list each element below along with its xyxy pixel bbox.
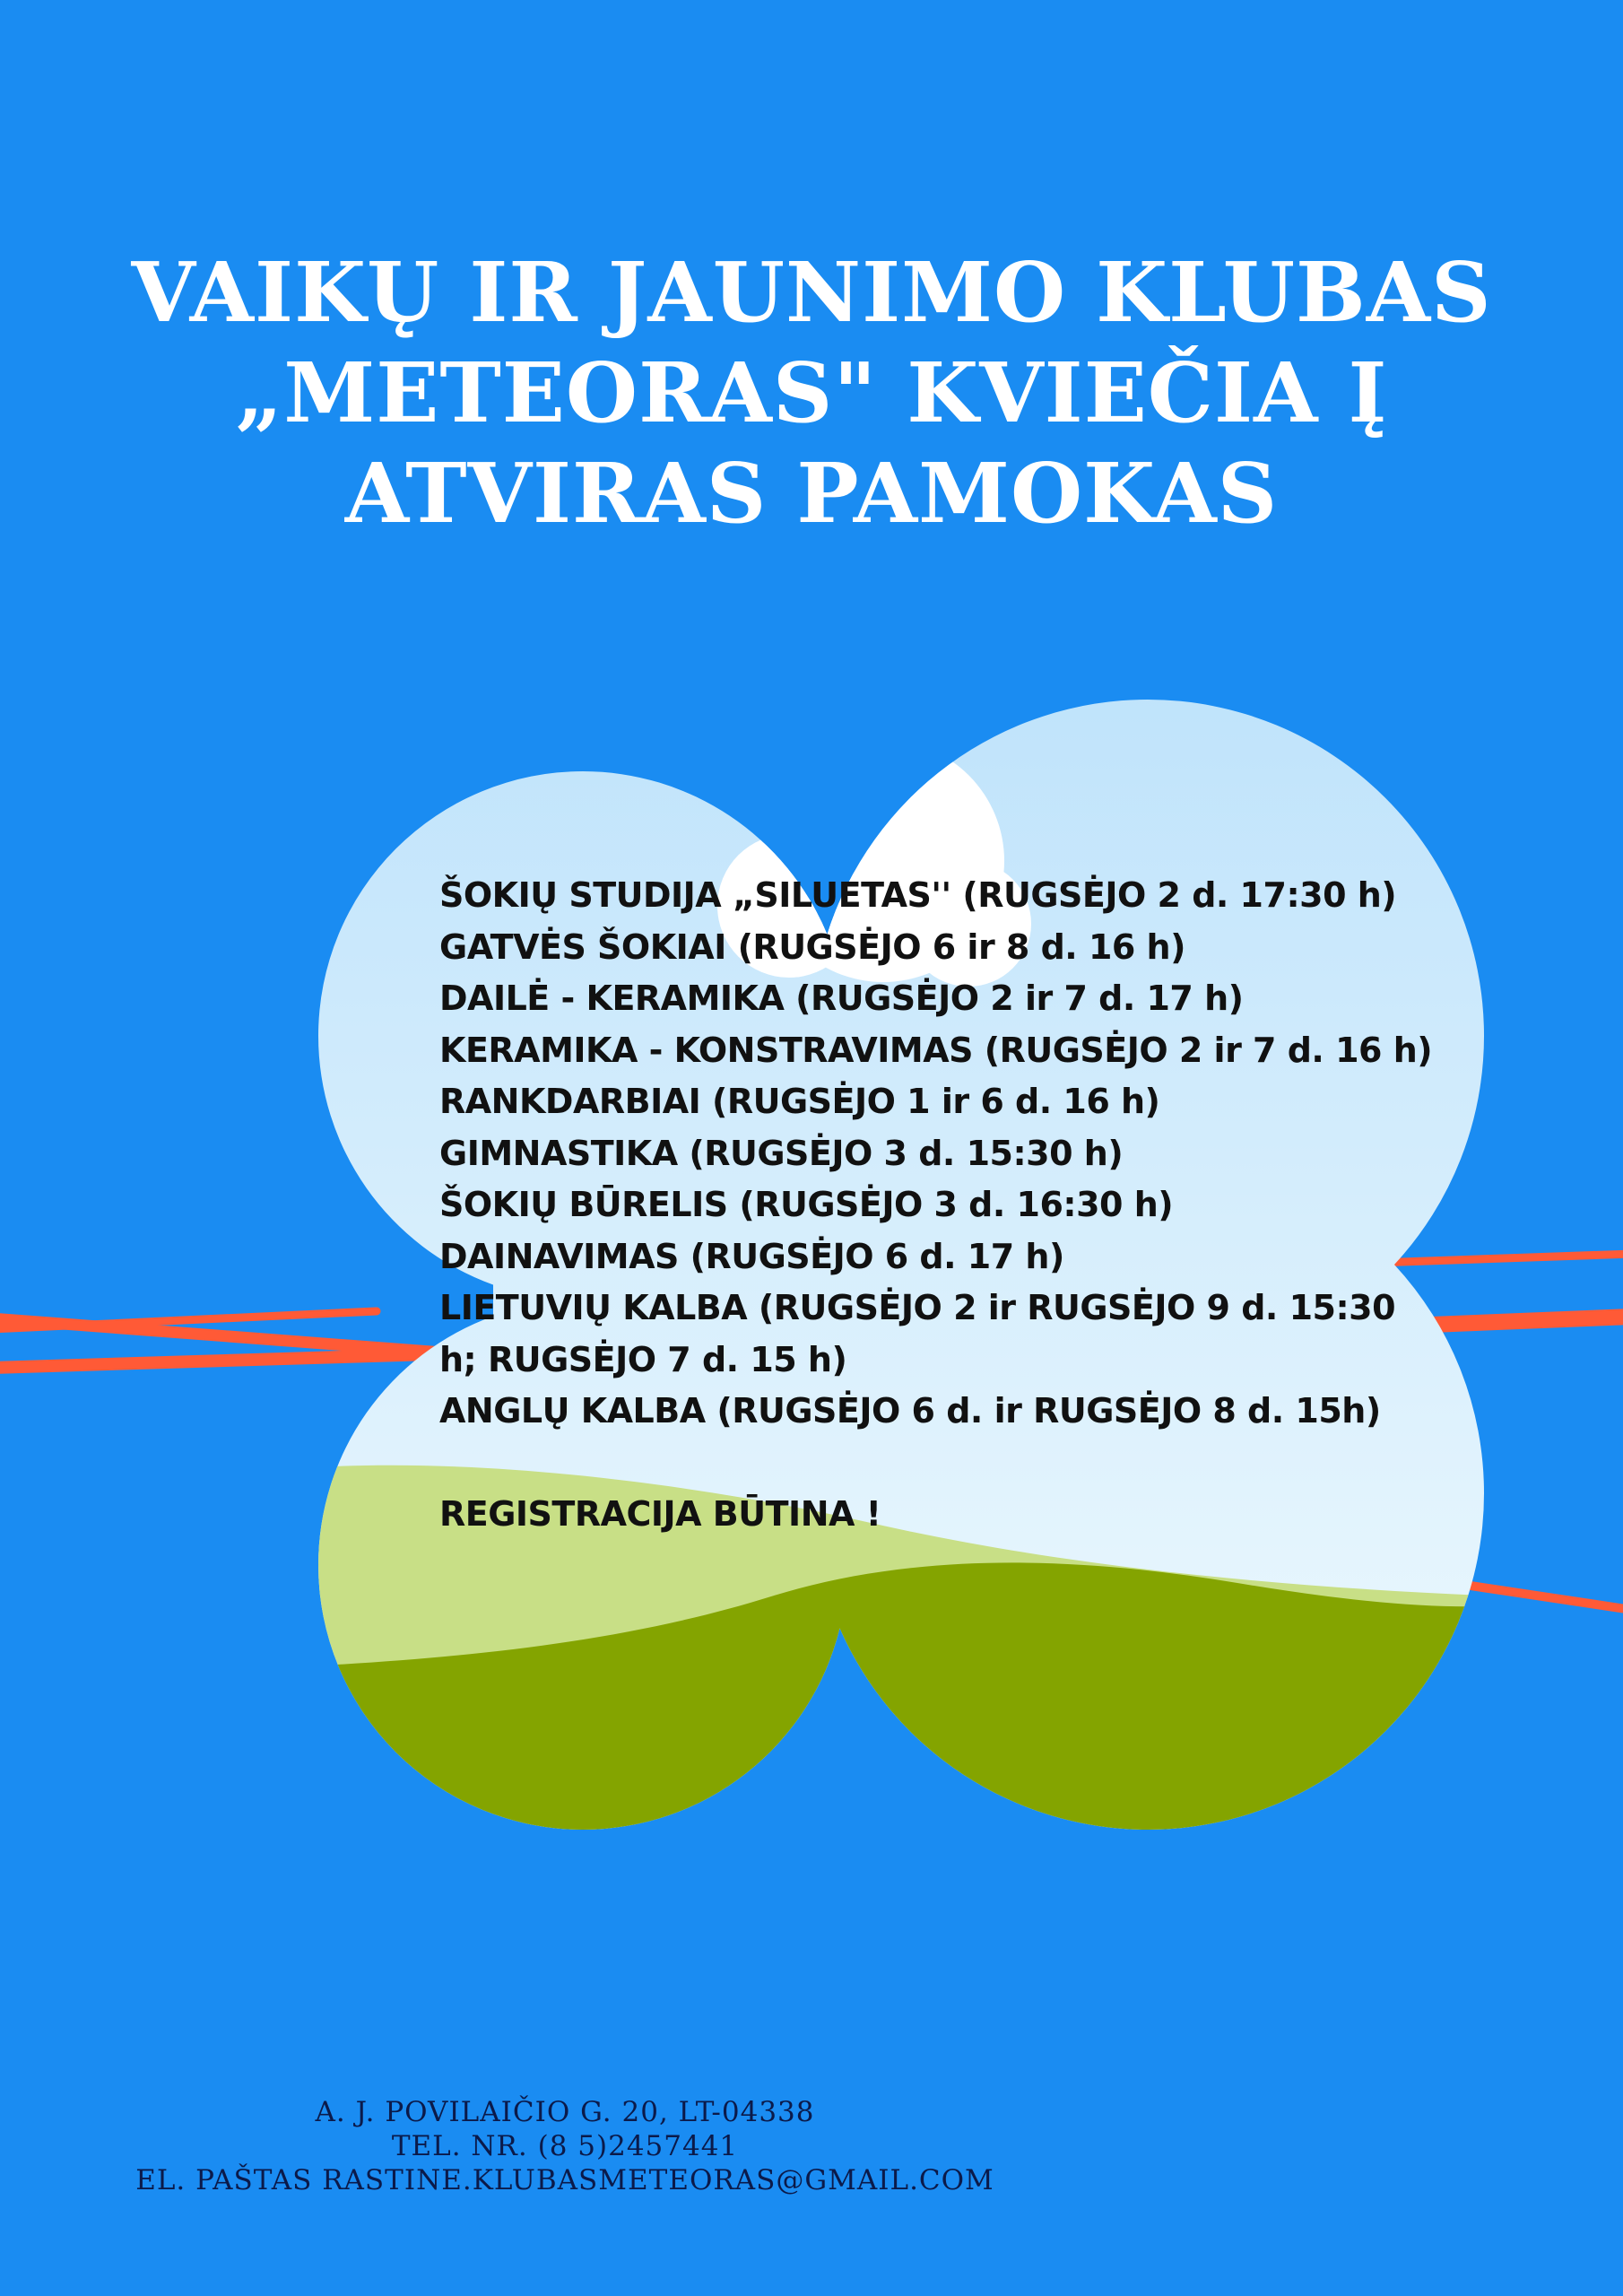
schedule-item: DAINAVIMAS (RUGSĖJO 6 d. 17 h): [439, 1236, 1064, 1276]
schedule-item: LIETUVIŲ KALBA (RUGSĖJO 2 ir RUGSĖJO 9 d. 15:30: [439, 1288, 1396, 1327]
poster-title: [0, 242, 1623, 544]
schedule-item: GATVĖS ŠOKIAI (RUGSĖJO 6 ir 8 d. 16 h): [439, 926, 1185, 967]
schedule-item: KERAMIKA - KONSTRAVIMAS (RUGSĖJO 2 ir 7 d. 16 h): [439, 1030, 1433, 1070]
schedule-item: ANGLŲ KALBA (RUGSĖJO 6 d. ir RUGSĖJO 8 d. 15h): [439, 1391, 1381, 1431]
title-line: VAIKŲ IR JAUNIMO KLUBAS: [131, 244, 1492, 341]
schedule-item: h; RUGSĖJO 7 d. 15 h): [439, 1339, 847, 1379]
phone-text: TEL. NR. (8 5)2457441: [391, 2130, 739, 2162]
left-stripes: [0, 1311, 466, 1368]
schedule-item: RANKDARBIAI (RUGSĖJO 1 ir 6 d. 16 h): [439, 1082, 1160, 1121]
title-line: ATVIRAS PAMOKAS: [344, 445, 1279, 542]
address-text: A. J. POVILAIČIO G. 20, LT-04338: [315, 2096, 815, 2128]
email-text: EL. PAŠTAS RASTINE.KLUBASMETEORAS@GMAIL.COM: [135, 2164, 994, 2196]
schedule-item: DAILĖ - KERAMIKA (RUGSĖJO 2 ir 7 d. 17 h): [439, 978, 1244, 1018]
schedule-item: GIMNASTIKA (RUGSĖJO 3 d. 15:30 h): [439, 1133, 1124, 1173]
contact-info: [90, 2095, 1040, 2197]
title-line: „METEORAS" KVIEČIA Į: [235, 344, 1388, 441]
schedule-item: ŠOKIŲ BŪRELIS (RUGSĖJO 3 d. 16:30 h): [439, 1185, 1174, 1224]
schedule-item: ŠOKIŲ STUDIJA „SILUETAS'' (RUGSĖJO 2 d. 17:30 h): [439, 875, 1397, 915]
registration-note: REGISTRACIJA BŪTINA !: [439, 1493, 881, 1534]
schedule-list: [439, 870, 1480, 1540]
